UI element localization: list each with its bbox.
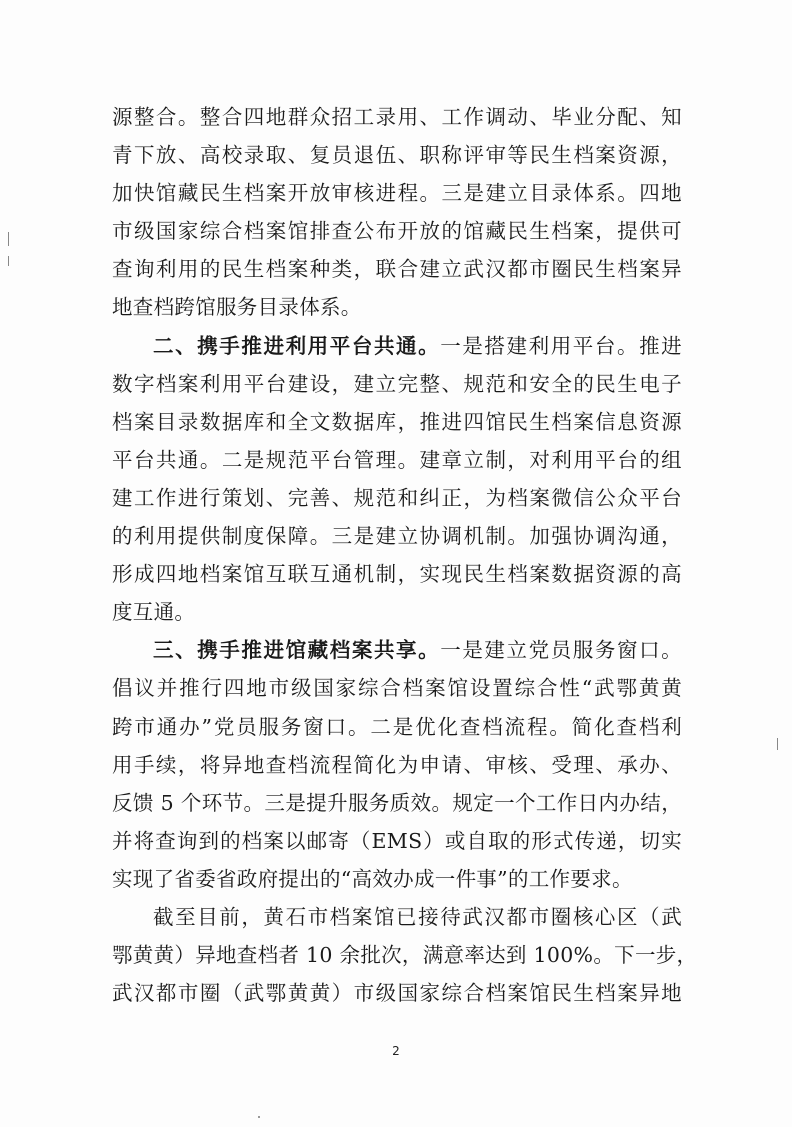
text-line: 武汉都市圈（武鄂黄黄）市级国家综合档案馆民生档案异地 — [112, 981, 682, 1006]
text-line: 查询利用的民生档案种类，联合建立武汉都市圈民生档案异 — [112, 257, 682, 282]
scan-mark — [8, 232, 9, 246]
section-heading: 二、携手推进利用平台共通。 — [153, 333, 441, 358]
section-heading: 三、携手推进馆藏档案共享。 — [153, 638, 441, 663]
text-line: 反馈 5 个环节。三是提升服务质效。规定一个工作日内办结， — [112, 790, 682, 815]
text-span: 一是搭建利用平台。推进 — [440, 333, 682, 358]
text-span: 一是建立党员服务窗口。 — [440, 638, 682, 663]
paragraph-4 — [112, 898, 698, 1012]
text-line: 档案目录数据库和全文数据库，推进四馆民生档案信息资源 — [112, 409, 682, 434]
text-line: 市级国家综合档案馆排查公布开放的馆藏民生档案，提供可 — [112, 219, 682, 244]
text-line: 倡议并推行四地市级国家综合档案馆设置综合性“武鄂黄黄 — [112, 676, 682, 701]
text-line: 地查档跨馆服务目录体系。 — [112, 295, 362, 320]
text-line: 截至目前，黄石市档案馆已接待武汉都市圈核心区（武 — [153, 904, 682, 929]
text-line: 的利用提供制度保障。三是建立协调机制。加强协调沟通， — [112, 524, 682, 549]
text-line: 度互通。 — [112, 600, 196, 625]
text-line: 用手续，将异地查档流程简化为申请、审核、受理、承办、 — [112, 752, 682, 777]
paragraph-2 — [112, 327, 682, 632]
text-line: 源整合。整合四地群众招工录用、工作调动、毕业分配、知 — [112, 105, 682, 129]
text-line — [112, 327, 682, 365]
paragraph-1 — [112, 98, 682, 327]
body-text — [112, 98, 698, 1012]
paragraph-3 — [112, 631, 682, 898]
text-line: 并将查询到的档案以邮寄（EMS）或自取的形式传递，切实 — [112, 828, 682, 853]
text-line: 实现了省委省政府提出的“高效办成一件事”的工作要求。 — [112, 866, 633, 891]
text-line: 鄂黄黄）异地查档者 10 余批次，满意率达到 100%。下一步， — [112, 943, 698, 968]
text-line — [112, 631, 682, 669]
text-line: 形成四地档案馆互联互通机制，实现民生档案数据资源的高 — [112, 562, 682, 587]
text-line: 加快馆藏民生档案开放审核进程。三是建立目录体系。四地 — [112, 181, 682, 206]
text-line: 平台共通。二是规范平台管理。建章立制，对利用平台的组 — [112, 447, 682, 472]
text-line: 建工作进行策划、完善、规范和纠正，为档案微信公众平台 — [112, 485, 682, 510]
text-line: 数字档案利用平台建设，建立完整、规范和安全的民生电子 — [112, 371, 682, 396]
text-line: 青下放、高校录取、复员退伍、职称评审等民生档案资源， — [112, 143, 682, 168]
scan-mark — [8, 256, 9, 266]
scan-mark — [777, 738, 778, 750]
text-line: 跨市通办”党员服务窗口。二是优化查档流程。简化查档利 — [112, 714, 682, 739]
scan-dot — [258, 1116, 260, 1118]
page-number: 2 — [392, 1044, 400, 1058]
